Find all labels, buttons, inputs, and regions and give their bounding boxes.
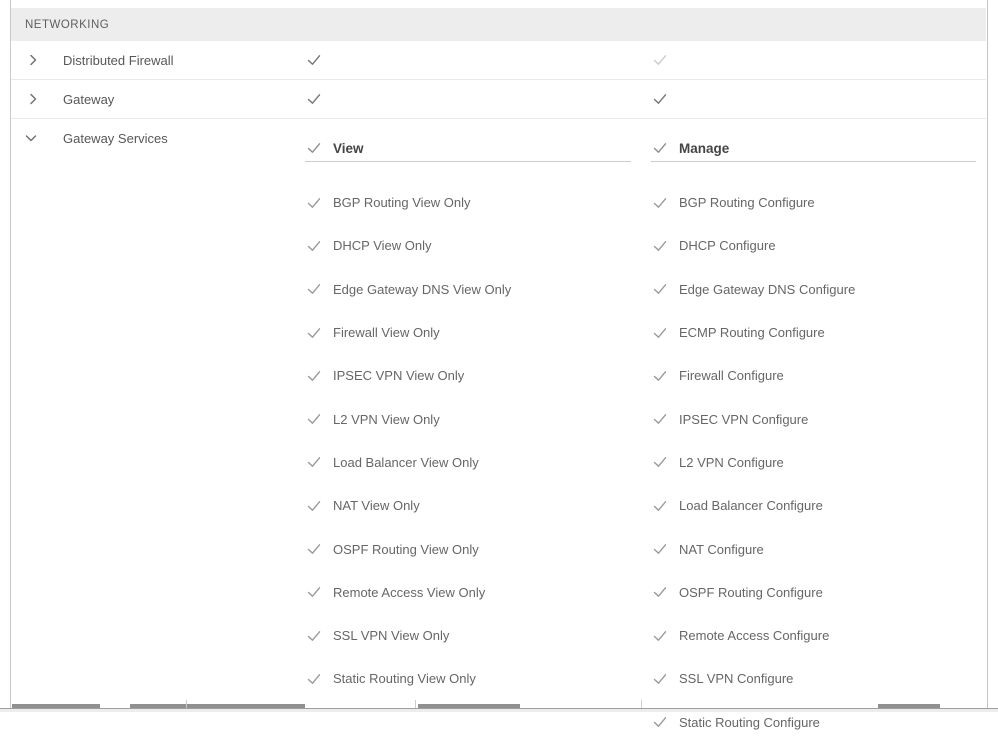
check-icon — [306, 498, 322, 514]
list-item — [651, 614, 976, 657]
manage-column-header — [651, 135, 976, 162]
row-gateway-services[interactable] — [11, 119, 986, 730]
check-icon — [652, 498, 668, 514]
permission-label: Remote Access View Only — [333, 584, 486, 600]
list-item — [651, 484, 976, 527]
list-item — [305, 527, 631, 570]
manage-header-label: Manage — [679, 140, 730, 156]
check-icon — [652, 281, 668, 297]
check-icon — [306, 411, 322, 427]
check-icon — [306, 52, 322, 68]
list-item — [305, 657, 631, 700]
permission-label: SSL VPN Configure — [679, 671, 794, 687]
list-item — [651, 397, 976, 440]
list-item — [305, 354, 631, 397]
row-label: Gateway — [63, 91, 115, 107]
list-item — [651, 181, 976, 224]
permission-label: OSPF Routing Configure — [679, 584, 823, 600]
check-icon — [652, 238, 668, 254]
manage-permission-list — [651, 181, 976, 744]
check-icon — [652, 368, 668, 384]
permission-label: L2 VPN Configure — [679, 454, 784, 470]
chevron-right-icon[interactable] — [27, 54, 39, 66]
list-item — [651, 268, 976, 311]
check-icon — [306, 628, 322, 644]
permission-label: ECMP Routing Configure — [679, 325, 825, 341]
chevron-down-icon[interactable] — [25, 132, 37, 144]
permission-label: Edge Gateway DNS View Only — [333, 281, 512, 297]
manage-column — [651, 135, 976, 744]
list-item — [305, 441, 631, 484]
list-item — [651, 571, 976, 614]
list-item — [305, 484, 631, 527]
permission-label: Firewall View Only — [333, 325, 440, 341]
list-item — [651, 224, 976, 267]
section-header-networking — [11, 8, 986, 41]
permission-label: NAT View Only — [333, 498, 420, 514]
check-icon — [306, 584, 322, 600]
permission-label: Load Balancer View Only — [333, 454, 479, 470]
check-icon — [652, 195, 668, 211]
check-icon — [306, 281, 322, 297]
check-icon — [652, 325, 668, 341]
list-item — [305, 224, 631, 267]
clipped-column-divider — [186, 700, 187, 708]
permission-label: IPSEC VPN Configure — [679, 411, 809, 427]
permission-label: SSL VPN View Only — [333, 628, 450, 644]
list-item — [305, 614, 631, 657]
check-icon — [652, 454, 668, 470]
check-icon — [306, 541, 322, 557]
permission-label: OSPF Routing View Only — [333, 541, 479, 557]
view-column-header — [305, 135, 631, 162]
permission-label: Static Routing Configure — [679, 714, 820, 730]
permission-label: Static Routing View Only — [333, 671, 476, 687]
check-icon — [306, 195, 322, 211]
check-icon — [652, 541, 668, 557]
clipped-row-background — [0, 709, 998, 712]
list-item — [305, 311, 631, 354]
panel-right-border — [987, 0, 988, 712]
list-item — [651, 311, 976, 354]
list-item — [305, 181, 631, 224]
check-icon — [652, 584, 668, 600]
clipped-column-divider — [641, 700, 642, 708]
permission-label: BGP Routing Configure — [679, 195, 815, 211]
view-column — [305, 135, 631, 701]
check-icon — [306, 368, 322, 384]
permission-label: Edge Gateway DNS Configure — [679, 281, 856, 297]
check-icon — [306, 91, 322, 107]
list-item — [651, 354, 976, 397]
view-header-label: View — [333, 140, 364, 156]
check-icon — [652, 628, 668, 644]
list-item — [651, 527, 976, 570]
permission-label: Remote Access Configure — [679, 628, 830, 644]
permission-label: L2 VPN View Only — [333, 411, 440, 427]
row-label: Distributed Firewall — [63, 52, 174, 68]
permission-label: NAT Configure — [679, 541, 764, 557]
permission-label: Load Balancer Configure — [679, 498, 823, 514]
clipped-column-divider — [415, 700, 416, 708]
clipped-next-row — [0, 700, 998, 712]
check-icon — [652, 411, 668, 427]
permission-label: Firewall Configure — [679, 368, 784, 384]
list-item — [305, 268, 631, 311]
check-icon-muted — [652, 52, 668, 68]
permission-label: BGP Routing View Only — [333, 195, 471, 211]
list-item — [305, 571, 631, 614]
row-gateway[interactable] — [11, 80, 986, 119]
check-icon — [306, 454, 322, 470]
check-icon — [652, 91, 668, 107]
row-label: Gateway Services — [63, 131, 168, 146]
check-icon — [652, 671, 668, 687]
permission-label: DHCP View Only — [333, 238, 432, 254]
permission-label: DHCP Configure — [679, 238, 776, 254]
list-item — [651, 657, 976, 700]
row-distributed-firewall[interactable] — [11, 41, 986, 80]
list-item — [651, 441, 976, 484]
check-icon — [652, 714, 668, 730]
section-header-label: NETWORKING — [25, 18, 110, 31]
list-item — [305, 397, 631, 440]
chevron-right-icon[interactable] — [27, 93, 39, 105]
check-icon — [306, 325, 322, 341]
check-icon — [652, 140, 668, 156]
permission-label: IPSEC VPN View Only — [333, 368, 465, 384]
check-icon — [306, 238, 322, 254]
check-icon — [306, 140, 322, 156]
view-permission-list — [305, 181, 631, 701]
check-icon — [306, 671, 322, 687]
